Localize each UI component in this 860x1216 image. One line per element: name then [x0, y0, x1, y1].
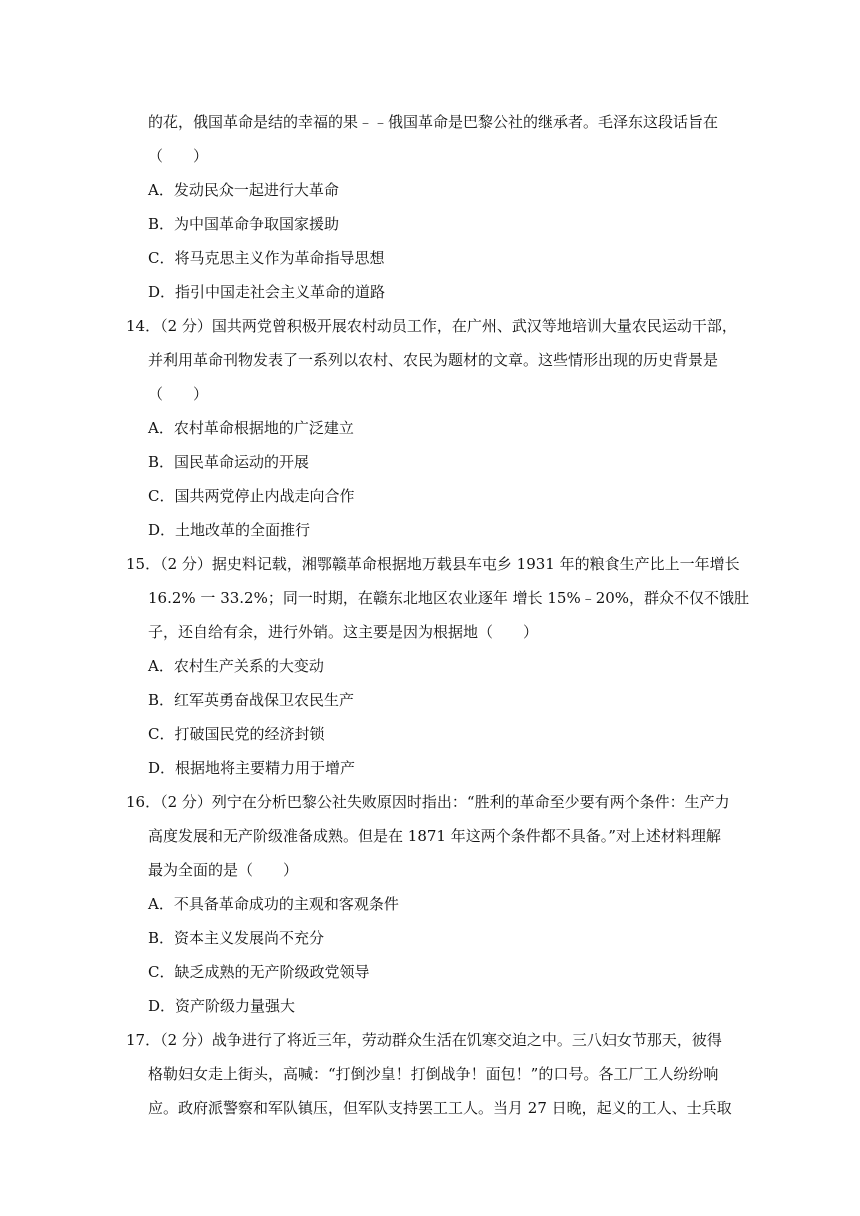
q14-stem-line-1: 14．（2 分）国共两党曾积极开展农村动员工作，在广州、武汉等地培训大量农民运动干部，	[126, 317, 737, 335]
q15-stem-line-3: 子，还自给有余，进行外销。这主要是因为根据地（ ）	[148, 623, 539, 641]
q16-option-d: D．资产阶级力量强大	[148, 997, 296, 1015]
q13-option-a: A．发动民众一起进行大革命	[148, 181, 339, 199]
q16-option-a: A．不具备革命成功的主观和客观条件	[148, 895, 399, 913]
q17-stem-line-1: 17．（2 分）战争进行了将近三年，劳动群众生活在饥寒交迫之中。三八妇女节那天，彼得	[126, 1031, 722, 1049]
q15-option-b: B．红军英勇奋战保卫农民生产	[148, 691, 355, 709]
q14-stem-line-2: 并利用革命刊物发表了一系列以农村、农民为题材的文章。这些情形出现的历史背景是	[148, 351, 719, 369]
q14-option-a: A．农村革命根据地的广泛建立	[148, 419, 354, 437]
q17-stem-line-3: 应。政府派警察和军队镇压，但军队支持罢工工人。当月 27 日晚，起义的工人、士兵取	[148, 1099, 732, 1117]
q13-answer-bracket: （ ）	[148, 147, 209, 165]
q13-option-b: B．为中国革命争取国家援助	[148, 215, 340, 233]
q13-option-c: C．将马克思主义作为革命指导思想	[148, 249, 385, 267]
q17-stem-line-2: 格勒妇女走上街头，高喊：“打倒沙皇！打倒战争！面包！”的口号。各工厂工人纷纷响	[148, 1065, 719, 1083]
q13-stem-line-1: 的花，俄国革命是结的幸福的果﹣﹣俄国革命是巴黎公社的继承者。毛泽东这段话旨在	[148, 113, 719, 131]
q16-stem-line-1: 16．（2 分）列宁在分析巴黎公社失败原因时指出：“胜利的革命至少要有两个条件：生产力	[126, 793, 730, 811]
q15-stem-line-2: 16.2% 一 33.2%；同一时期，在赣东北地区农业逐年 增长 15%﹣20%，群众不仅不饿肚	[148, 589, 750, 607]
q14-option-b: B．国民革命运动的开展	[148, 453, 310, 471]
q16-stem-line-2: 高度发展和无产阶级准备成熟。但是在 1871 年这两个条件都不具备。”对上述材料理解	[148, 827, 721, 845]
q15-stem-line-1: 15．（2 分）据史料记载，湘鄂赣革命根据地万载县车屯乡 1931 年的粮食生产比上一年增长	[126, 555, 740, 573]
q14-option-c: C．国共两党停止内战走向合作	[148, 487, 355, 505]
q16-stem-line-3: 最为全面的是（ ）	[148, 861, 299, 879]
q16-option-c: C．缺乏成熟的无产阶级政党领导	[148, 963, 370, 981]
q14-option-d: D．土地改革的全面推行	[148, 521, 311, 539]
q16-option-b: B．资本主义发展尚不充分	[148, 929, 325, 947]
q15-option-d: D．根据地将主要精力用于增产	[148, 759, 356, 777]
q13-option-d: D．指引中国走社会主义革命的道路	[148, 283, 386, 301]
q15-option-a: A．农村生产关系的大变动	[148, 657, 324, 675]
q14-answer-bracket: （ ）	[148, 385, 209, 403]
q15-option-c: C．打破国民党的经济封锁	[148, 725, 325, 743]
